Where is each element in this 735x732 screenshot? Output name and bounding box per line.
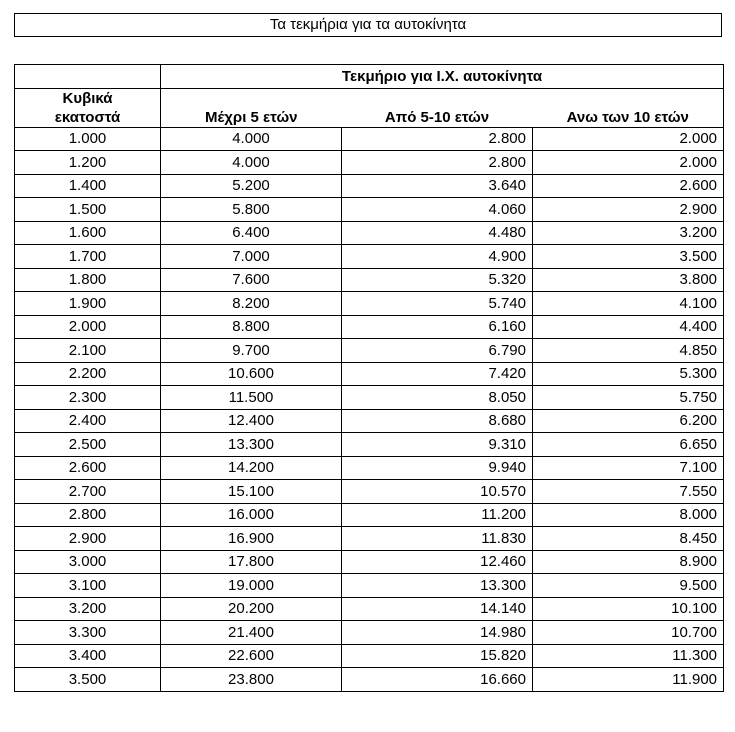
upto5-cell: 14.200: [161, 456, 342, 480]
cc-cell: 3.000: [15, 550, 161, 574]
table-row: [15, 668, 724, 692]
column-header-cc: [15, 88, 161, 127]
column-header-cc-line1: Κυβικά: [62, 89, 113, 107]
from5to10-cell: 2.800: [342, 127, 533, 151]
upto5-cell: 19.000: [161, 574, 342, 598]
upto5-cell: 10.600: [161, 362, 342, 386]
table-row: [15, 315, 724, 339]
cc-cell: 1.500: [15, 198, 161, 222]
cc-cell: 1.800: [15, 268, 161, 292]
from5to10-cell: 4.900: [342, 245, 533, 269]
table-row: [15, 198, 724, 222]
cc-cell: 2.900: [15, 527, 161, 551]
over10-cell: 4.400: [533, 315, 724, 339]
table-row: [15, 292, 724, 316]
upto5-cell: 8.200: [161, 292, 342, 316]
from5to10-cell: 16.660: [342, 668, 533, 692]
over10-cell: 7.100: [533, 456, 724, 480]
table-row: [15, 174, 724, 198]
cc-cell: 2.600: [15, 456, 161, 480]
over10-cell: 2.000: [533, 151, 724, 175]
from5to10-cell: 7.420: [342, 362, 533, 386]
presumption-table: [14, 64, 724, 692]
table-row: [15, 221, 724, 245]
cc-cell: 1.900: [15, 292, 161, 316]
over10-cell: 3.500: [533, 245, 724, 269]
over10-cell: 8.000: [533, 503, 724, 527]
from5to10-cell: 14.980: [342, 621, 533, 645]
over10-cell: 4.850: [533, 339, 724, 363]
upto5-cell: 20.200: [161, 597, 342, 621]
table-row: [15, 644, 724, 668]
table-row: [15, 339, 724, 363]
cc-cell: 3.500: [15, 668, 161, 692]
table-row: [15, 386, 724, 410]
upto5-cell: 4.000: [161, 151, 342, 175]
from5to10-cell: 5.740: [342, 292, 533, 316]
cc-cell: 1.200: [15, 151, 161, 175]
upto5-cell: 11.500: [161, 386, 342, 410]
from5to10-cell: 4.060: [342, 198, 533, 222]
upto5-cell: 21.400: [161, 621, 342, 645]
upto5-cell: 7.600: [161, 268, 342, 292]
table-row: [15, 245, 724, 269]
cc-cell: 2.700: [15, 480, 161, 504]
upto5-cell: 16.000: [161, 503, 342, 527]
table-row: [15, 433, 724, 457]
upto5-cell: 6.400: [161, 221, 342, 245]
table-row: [15, 362, 724, 386]
over10-cell: 8.900: [533, 550, 724, 574]
column-header-cc-line2: εκατοστά: [54, 108, 121, 126]
table-row: [15, 456, 724, 480]
cc-cell: 1.700: [15, 245, 161, 269]
cc-cell: 2.800: [15, 503, 161, 527]
from5to10-cell: 13.300: [342, 574, 533, 598]
from5to10-cell: 4.480: [342, 221, 533, 245]
over10-cell: 11.900: [533, 668, 724, 692]
from5to10-cell: 2.800: [342, 151, 533, 175]
cc-cell: 2.000: [15, 315, 161, 339]
column-header-over10: Ανω των 10 ετών: [533, 88, 724, 127]
from5to10-cell: 6.790: [342, 339, 533, 363]
over10-cell: 3.200: [533, 221, 724, 245]
table-row: [15, 574, 724, 598]
from5to10-cell: 9.940: [342, 456, 533, 480]
upto5-cell: 17.800: [161, 550, 342, 574]
from5to10-cell: 14.140: [342, 597, 533, 621]
cc-cell: 1.000: [15, 127, 161, 151]
upto5-cell: 5.800: [161, 198, 342, 222]
cc-cell: 3.100: [15, 574, 161, 598]
page-title: Τα τεκμήρια για τα αυτοκίνητα: [14, 13, 722, 37]
upto5-cell: 12.400: [161, 409, 342, 433]
from5to10-cell: 11.200: [342, 503, 533, 527]
table-row: [15, 480, 724, 504]
group-header: Τεκμήριο για Ι.Χ. αυτοκίνητα: [161, 65, 724, 89]
upto5-cell: 5.200: [161, 174, 342, 198]
upto5-cell: 7.000: [161, 245, 342, 269]
from5to10-cell: 10.570: [342, 480, 533, 504]
over10-cell: 6.200: [533, 409, 724, 433]
table-body: [15, 65, 724, 692]
over10-cell: 2.600: [533, 174, 724, 198]
table-row: [15, 550, 724, 574]
over10-cell: 3.800: [533, 268, 724, 292]
over10-cell: 4.100: [533, 292, 724, 316]
table-row: [15, 527, 724, 551]
over10-cell: 9.500: [533, 574, 724, 598]
cc-cell: 2.300: [15, 386, 161, 410]
from5to10-cell: 3.640: [342, 174, 533, 198]
column-header-row: [15, 88, 724, 127]
cc-cell: 2.400: [15, 409, 161, 433]
table-row: [15, 503, 724, 527]
from5to10-cell: 11.830: [342, 527, 533, 551]
upto5-cell: 4.000: [161, 127, 342, 151]
over10-cell: 10.100: [533, 597, 724, 621]
over10-cell: 7.550: [533, 480, 724, 504]
table-row: [15, 127, 724, 151]
from5to10-cell: 9.310: [342, 433, 533, 457]
over10-cell: 5.750: [533, 386, 724, 410]
column-header-5to10: Από 5-10 ετών: [342, 88, 533, 127]
table-row: [15, 597, 724, 621]
over10-cell: 8.450: [533, 527, 724, 551]
from5to10-cell: 5.320: [342, 268, 533, 292]
over10-cell: 2.000: [533, 127, 724, 151]
cc-cell: 2.500: [15, 433, 161, 457]
over10-cell: 11.300: [533, 644, 724, 668]
over10-cell: 2.900: [533, 198, 724, 222]
over10-cell: 6.650: [533, 433, 724, 457]
from5to10-cell: 8.680: [342, 409, 533, 433]
table-row: [15, 268, 724, 292]
upto5-cell: 15.100: [161, 480, 342, 504]
cc-cell: 1.600: [15, 221, 161, 245]
from5to10-cell: 6.160: [342, 315, 533, 339]
upto5-cell: 16.900: [161, 527, 342, 551]
from5to10-cell: 15.820: [342, 644, 533, 668]
over10-cell: 10.700: [533, 621, 724, 645]
from5to10-cell: 8.050: [342, 386, 533, 410]
upto5-cell: 23.800: [161, 668, 342, 692]
upto5-cell: 13.300: [161, 433, 342, 457]
cc-cell: 2.100: [15, 339, 161, 363]
upto5-cell: 8.800: [161, 315, 342, 339]
cc-cell: 1.400: [15, 174, 161, 198]
cc-cell: 3.200: [15, 597, 161, 621]
cc-cell: 3.400: [15, 644, 161, 668]
column-header-upto5: Μέχρι 5 ετών: [161, 88, 342, 127]
cc-cell: 2.200: [15, 362, 161, 386]
table-row: [15, 621, 724, 645]
over10-cell: 5.300: [533, 362, 724, 386]
table-row: [15, 409, 724, 433]
empty-corner-cell: [15, 65, 161, 89]
upto5-cell: 9.700: [161, 339, 342, 363]
cc-cell: 3.300: [15, 621, 161, 645]
upto5-cell: 22.600: [161, 644, 342, 668]
table-row: [15, 151, 724, 175]
from5to10-cell: 12.460: [342, 550, 533, 574]
group-header-row: [15, 65, 724, 89]
